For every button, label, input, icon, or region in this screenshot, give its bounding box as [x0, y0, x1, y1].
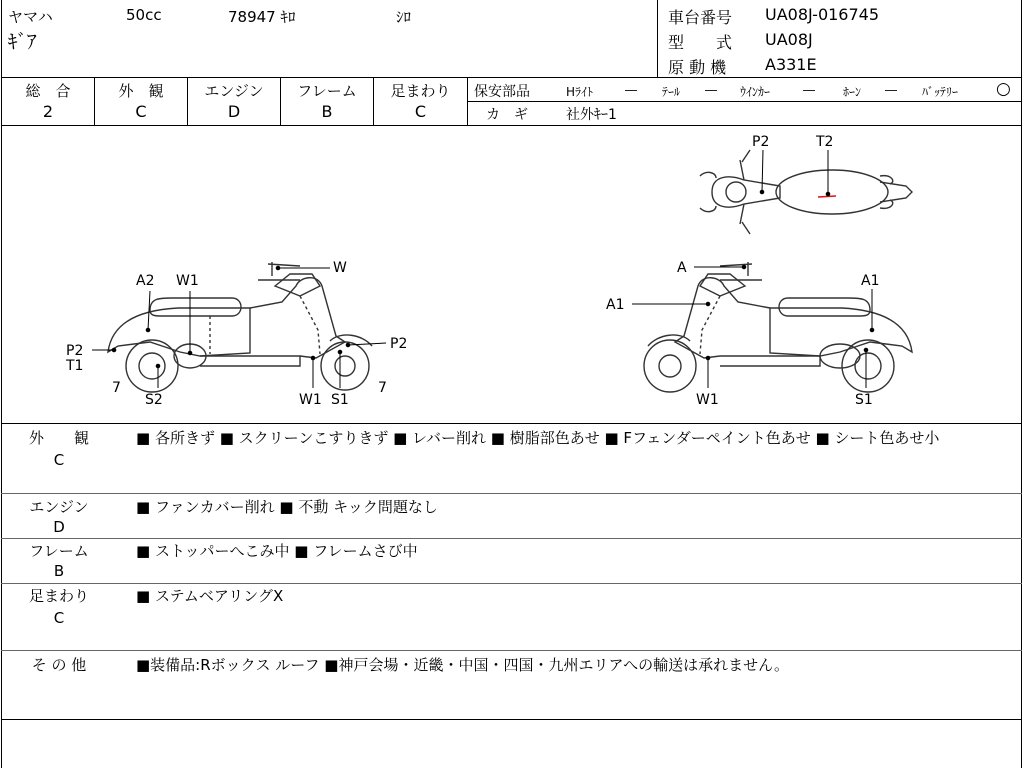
note-separator-2: [1, 538, 1022, 539]
diagram-label-a1-rear: A1: [861, 273, 880, 289]
scooter-top-view: [700, 150, 912, 234]
safety-item-winker-label: ｳｲﾝｶｰ: [740, 85, 771, 99]
diagram-label-a: A: [677, 260, 687, 276]
note-engine-grade: D: [53, 518, 65, 536]
note-exterior-label: 外 観: [28, 429, 89, 447]
note-engine-text: ■ ファンカバー削れ ■ 不動 キック問題なし: [136, 498, 438, 516]
model-name: ｷﾞｱ: [8, 31, 37, 53]
note-suspension-label: 足まわり: [28, 587, 89, 605]
grade-suspension-label: 足まわり: [390, 82, 451, 100]
notes-bottom-line: [1, 719, 1022, 720]
note-separator-3: [1, 583, 1022, 584]
header-divider: [657, 0, 658, 78]
safety-item-headlight-label: Hﾗｲﾄ: [566, 85, 594, 99]
diagram-label-p2-left: P2: [66, 343, 84, 359]
safety-item-winker-mark: ―: [803, 83, 815, 97]
note-separator-4: [1, 650, 1022, 651]
note-other-label: そ の 他: [31, 656, 87, 674]
diagram-label-t1: T1: [66, 358, 84, 374]
grade-engine-value: D: [227, 102, 241, 121]
key-value: 社外ｷｰ1: [566, 107, 617, 123]
engine-model-label: 原 動 機: [668, 58, 727, 77]
note-exterior-text: ■ 各所きず ■ スクリーンこすりきず ■ レバー削れ ■ 樹脂部色あせ ■ Fフェンダーペイント色あせ ■ シート色あせ小: [136, 429, 940, 447]
diagram-label-w1-right: W1: [696, 392, 719, 408]
grade-overall-value: 2: [42, 102, 54, 121]
note-frame-grade: B: [53, 562, 65, 580]
note-engine-label: エンジン: [29, 498, 89, 516]
header-bottom-line: [1, 77, 1022, 78]
note-separator-1: [1, 493, 1022, 494]
diagram-label-p2-front: P2: [390, 336, 408, 352]
diagram-label-w1-floor: W1: [299, 392, 322, 408]
key-label: カ ギ: [486, 107, 528, 123]
diagram-label-a2: A2: [136, 273, 155, 289]
grade-exterior-label: 外 観: [118, 82, 164, 100]
safety-middle-line: [467, 101, 1021, 102]
safety-item-headlight-mark: ―: [625, 83, 637, 97]
diagram-label-p2-top: P2: [752, 134, 770, 150]
displacement: 50cc: [126, 6, 162, 24]
grade-overall-label: 総 合: [25, 82, 71, 100]
diagram-label-w1-seat: W1: [176, 273, 199, 289]
note-suspension-text: ■ ステムベアリングX: [136, 587, 284, 605]
diagram-label-w: W: [333, 260, 347, 276]
safety-item-tail-mark: ―: [705, 83, 717, 97]
grade-divider-5: [467, 78, 468, 126]
diagram-label-7-front: 7: [378, 380, 387, 396]
grade-frame-label: フレーム: [297, 82, 357, 100]
safety-item-horn-label: ﾎｰﾝ: [843, 85, 862, 99]
model-type-label: 型 式: [668, 33, 733, 52]
safety-item-battery-label: ﾊﾞｯﾃﾘｰ: [922, 85, 959, 99]
safety-parts-title: 保安部品: [474, 84, 530, 100]
diagram-label-s1-right: S1: [855, 392, 873, 408]
engine-model-value: A331E: [765, 55, 817, 74]
diagram-label-7-rear: 7: [112, 380, 121, 396]
grade-engine-label: エンジン: [204, 82, 264, 100]
note-suspension-grade: C: [53, 609, 65, 627]
safety-item-horn-mark: ―: [885, 83, 897, 97]
diagram-label-s1-left: S1: [331, 392, 349, 408]
body-color: ｼﾛ: [396, 8, 412, 26]
diagram-label-t2: T2: [816, 134, 834, 150]
note-exterior-grade: C: [53, 451, 65, 469]
model-type-value: UA08J: [765, 30, 813, 49]
damage-diagram: [0, 126, 1024, 424]
note-frame-text: ■ ストッパーへこみ中 ■ フレームさび中: [136, 542, 418, 560]
chassis-number-value: UA08J-016745: [765, 5, 880, 24]
diagram-label-a1-shield: A1: [606, 297, 625, 313]
grade-exterior-value: C: [135, 102, 147, 121]
mileage: 78947 ｷﾛ: [228, 8, 296, 26]
note-other-text: ■装備品:Rボックス ルーフ ■神戸会場・近畿・中国・四国・九州エリアへの輸送は承れません。: [136, 656, 790, 674]
grade-frame-value: B: [321, 102, 333, 121]
chassis-number-label: 車台番号: [668, 8, 733, 27]
grade-suspension-value: C: [414, 102, 427, 121]
note-frame-label: フレーム: [29, 542, 89, 560]
label-leaders: [92, 150, 874, 388]
safety-item-tail-label: ﾃｰﾙ: [662, 85, 681, 99]
diagram-label-s2: S2: [145, 392, 163, 408]
safety-item-battery-mark: ○: [996, 79, 1011, 99]
maker-name: ヤマハ: [8, 8, 53, 26]
